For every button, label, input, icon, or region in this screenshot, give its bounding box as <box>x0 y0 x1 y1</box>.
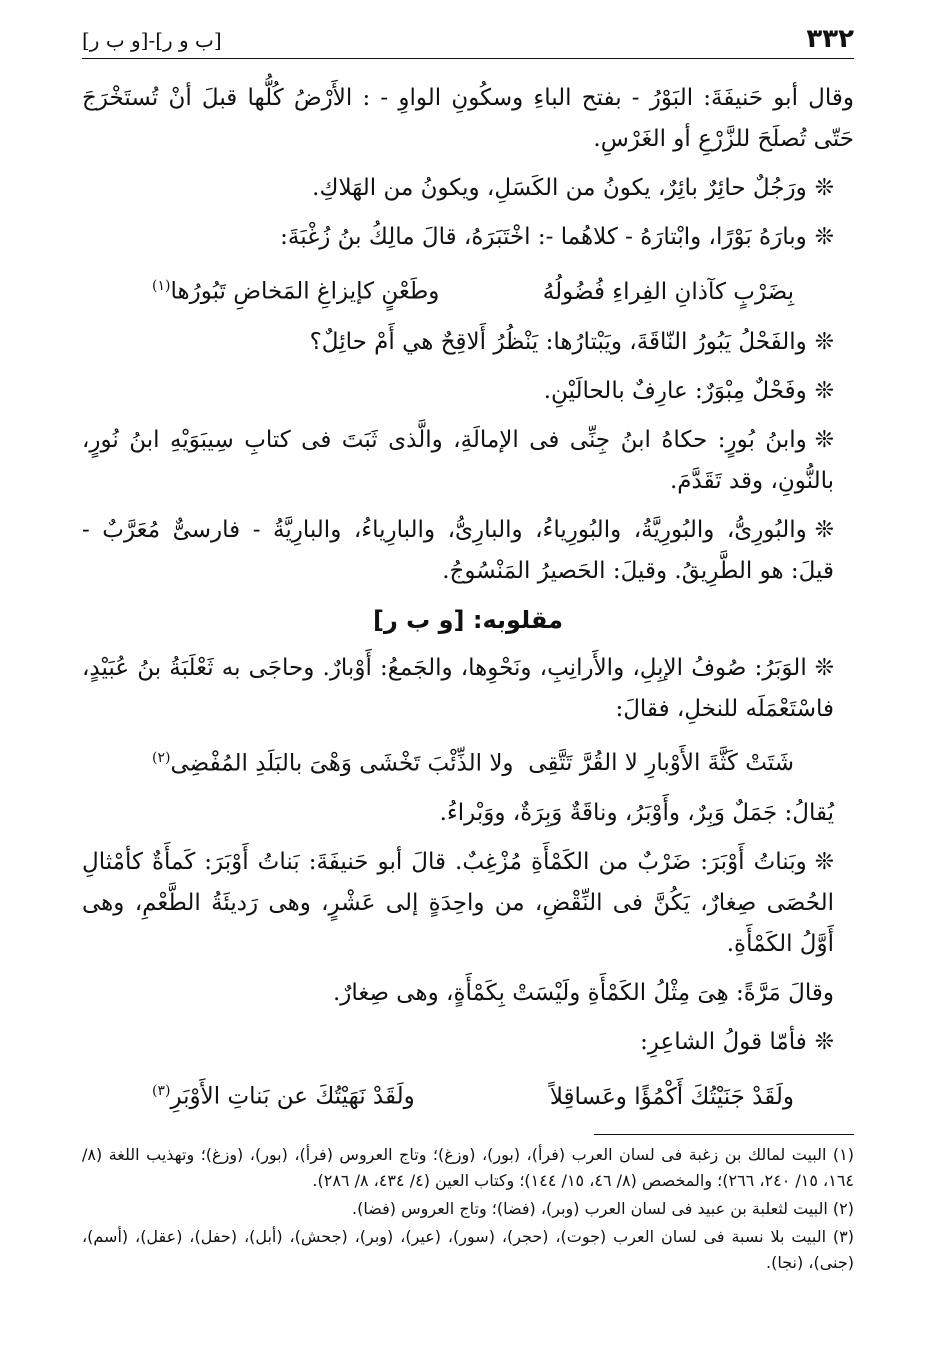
verse-second-hemistich: وطَعْنٍ كإيزاغِ المَخاضِ تَبُورُها$^{(١)}$ <box>152 278 440 305</box>
verse-second-hemistich: ولَقَدْ نَهَيْتُكَ عن بَناتِ الأَوْبَرِ$^{(٣)}$ <box>152 1083 415 1110</box>
footnote: (٣) البيت بلا نسبة فى لسان العرب (جوت)، (حجر)، (سور)، (عير)، (وبر)، (جحش)، (أبل)، (حفل)، (عقل)، (أسم)، (جنى)، (نجا). <box>82 1227 854 1272</box>
footnote-marker: (٢) <box>152 749 171 766</box>
star-icon: ❊ <box>814 516 834 543</box>
footnote-marker: (١) <box>152 278 171 294</box>
paragraph: ❊والفَحْلُ يَبُورُ النّاقَةَ، ويَبْتارُها: يَنْظُرُ أَلاقِحٌ هي أَمْ حائِلٌ؟ <box>309 328 834 355</box>
paragraph: ❊والبُورِىُّ، والبُورِيَّةُ، والبُورِياءُ، والبارِىُّ، والبارِياءُ، والبارِيَّةُ - فارسىٌّ مُعَرَّبٌ - قيلَ: هو الطَّرِيقُ. وقيلَ: الحَصيرُ المَنْسُوجُ. <box>82 516 834 584</box>
verse-first-hemistich: ولَقَدْ جَنَيْتُكَ أَكْمُؤًا وعَساقِلاً <box>549 1083 794 1110</box>
section-heading: مقلوبه: [و ب ر] <box>373 605 563 634</box>
page-number: ٣٣٢ <box>806 24 854 54</box>
paragraph: ❊وبَناتُ أَوْبَرَ: ضَرْبٌ من الكَمْأَةِ مُزْغِبٌ. قالَ أبو حَنيفَةَ: بَناتُ أَوْبَرَ: كَمأَةٌ كأمْثالِ الحُصَى صِغارٌ، يَكُنَّ فى النِّقْضِ، من واحِدَةٍ إلى عَشْرٍ، وهى رَديئَةُ الطَّعْمِ، وهى أَوَّلُ الكَمْأَةِ. <box>82 849 834 958</box>
page-header <box>82 24 854 59</box>
star-icon: ❊ <box>814 328 834 355</box>
verse-first-hemistich: بِضَرْبٍ كآذانِ الفِراءِ فُضُولُهُ <box>542 278 794 305</box>
star-icon: ❊ <box>814 849 834 876</box>
footnote: (٢) البيت لثعلبة بن عبيد فى لسان العرب (وبر)، (فضا)؛ وتاج العروس (فضا). <box>352 1199 854 1218</box>
paragraph: ❊فأمّا قولُ الشاعِرِ: <box>640 1029 834 1056</box>
star-icon: ❊ <box>814 426 834 453</box>
verse-second-hemistich: ولا الذِّئْبَ تَخْشَى وَهْىَ بالبَلَدِ المُفْضِى$^{(٢)}$ <box>152 749 514 777</box>
paragraph: وقالَ مَرَّةً: هِىَ مِثْلُ الكَمْأَةِ ولَيْسَتْ بِكَمْأَةٍ، وهى صِغارٌ. <box>332 980 834 1007</box>
main-text <box>82 78 854 1127</box>
paragraph: ❊وابنُ بُورٍ: حكاهُ ابنُ جِنِّى فى الإمالَةِ، والَّذى ثَبَتَ فى كتابِ سِيبَوَيْهِ ابنُ نُورٍ، بالنُّونِ، وقد تَقَدَّمَ. <box>82 426 834 494</box>
footnote-divider <box>594 1134 854 1135</box>
running-head: [ب و ر]-[و ب ر] <box>82 28 222 52</box>
footnotes <box>82 1142 854 1278</box>
star-icon: ❊ <box>814 654 834 681</box>
star-icon: ❊ <box>814 377 834 404</box>
star-icon: ❊ <box>814 1029 834 1056</box>
paragraph: ❊وفَحْلٌ مِبْوَرٌ: عارِفٌ بالحالَيْنِ. <box>543 377 834 404</box>
star-icon: ❊ <box>814 175 834 201</box>
verse-line <box>82 738 854 784</box>
verse-first-hemistich: شَتَتْ كَثَّةَ الأَوْبارِ لا القُرَّ تَتَّقِى <box>528 750 794 777</box>
paragraph: ❊وبارَهُ بَوْرًا، وابْتارَهُ - كلاهُما -: اخْتَبَرَهُ، قالَ مالِكُ بنُ زُغْبَةَ: <box>280 224 834 250</box>
paragraph: وقال أبو حَنيفَةَ: البَوْرُ - بفتح الباءِ وسكُونِ الواوِ - : الأَرْضُ كُلُّها قبلَ أنْ تُستَخْرَجَ حَتّى تُصلَحَ للزَّرْعِ أو الغَرْسِ. <box>82 85 854 152</box>
paragraph: ❊ورَجُلٌ حائِرٌ بائِرٌ، يكونُ من الكَسَلِ، ويكونُ من الهَلاكِ. <box>312 175 834 201</box>
footnote: (١) البيت لمالك بن زغبة فى لسان العرب (فرأ)، (بور)، (وزغ)؛ وتاج العروس (فرأ)، (بور)، (وزغ)؛ وتهذيب اللغة (٨/ ١٦٤، ١٥/ ٢٤٠، ٢٦٦)؛ والمخصص (٨/ ٤٦، ١٥/ ١٤٤)؛ وكتاب العين (٤/ ٤٣٤، ٨/ ٢٨٦). <box>82 1145 854 1190</box>
verse-line <box>82 266 854 312</box>
star-icon: ❊ <box>814 224 834 250</box>
verse-line <box>82 1071 854 1117</box>
footnote-marker: (٣) <box>152 1083 171 1100</box>
paragraph: ❊الوَبَرُ: صُوفُ الإبِلِ، والأَرانِبِ، ونَحْوِها، والجَمعُ: أَوْبارٌ. وحاجَى به ثَعْلَبَةُ بنُ عُبَيْدٍ، فاسْتَعْمَلَه للنخلِ، فقالَ: <box>82 654 834 722</box>
paragraph: يُقالُ: جَمَلٌ وَبِرٌ، وأَوْبَرُ، وناقَةٌ وَبِرَةٌ، ووَبْراءُ. <box>439 800 834 827</box>
